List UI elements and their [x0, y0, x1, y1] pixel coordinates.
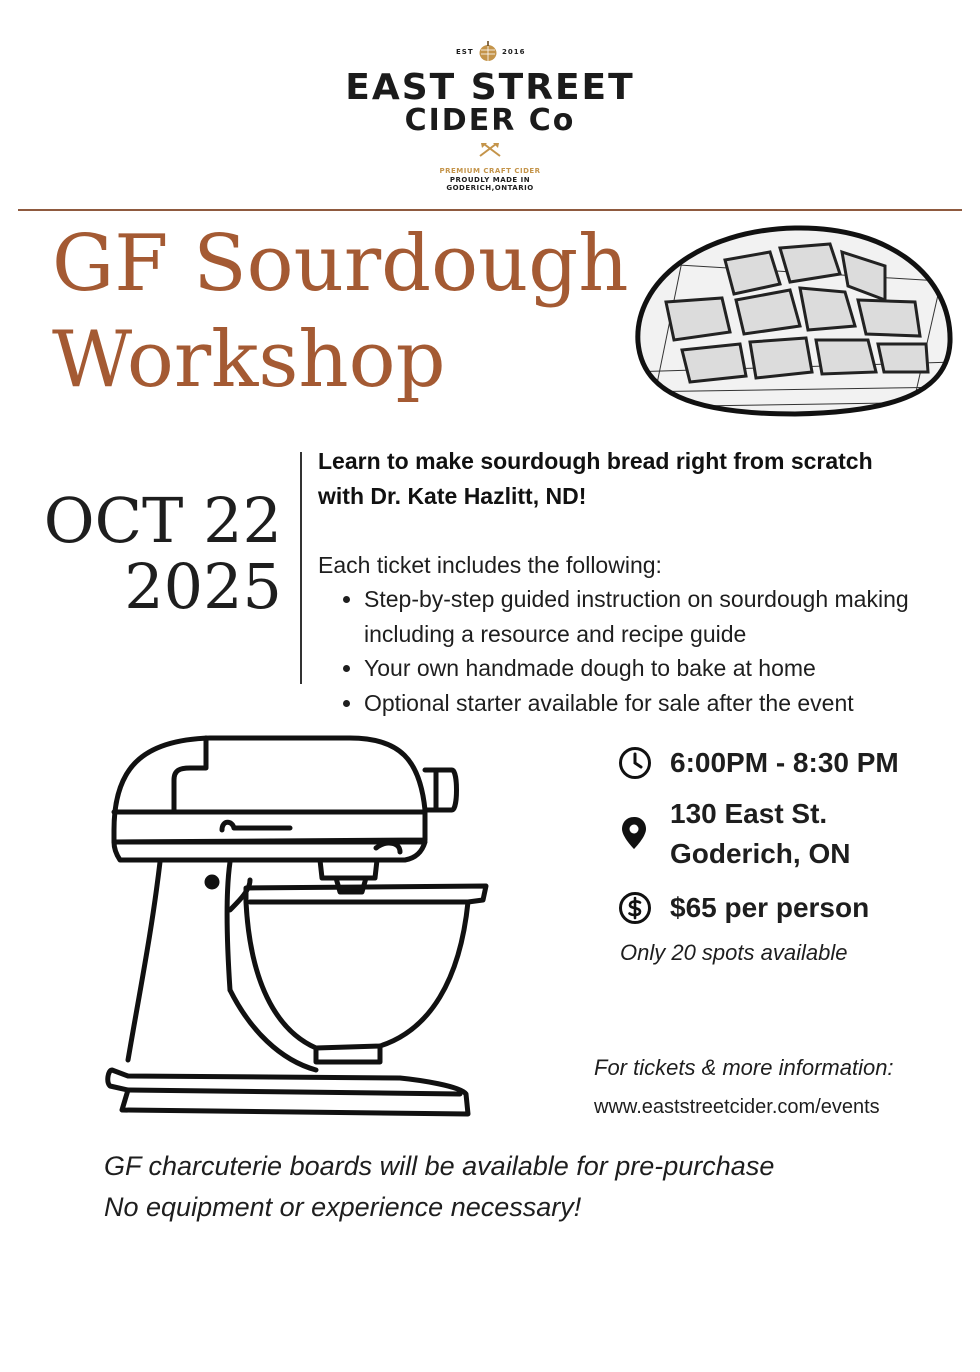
stand-mixer-illustration — [100, 730, 490, 1120]
logo-tagline-2: PROUDLY MADE IN — [449, 176, 531, 184]
logo-est: EST — [456, 48, 474, 56]
clock-icon — [618, 746, 652, 780]
intro-line-2: with Dr. Kate Hazlitt, ND! — [318, 483, 587, 509]
page-title — [52, 216, 632, 408]
spots-available: Only 20 spots available — [620, 940, 848, 965]
includes-list — [320, 582, 980, 720]
logo-wordmark-line2: CIDER Co — [404, 103, 576, 138]
intro-text — [318, 444, 958, 514]
title-line-1: GF Sourdough — [52, 219, 629, 309]
includes-heading: Each ticket includes the following: — [318, 552, 662, 578]
dollar-circle-icon — [618, 891, 652, 925]
logo-tagline-1: PREMIUM CRAFT CIDER — [439, 167, 541, 175]
list-item: • Step-by-step guided instruction on sourdough making including a resource and recipe guide — [364, 582, 980, 651]
list-item: • Optional starter available for sale after the event — [364, 686, 980, 721]
brand-logo — [330, 36, 650, 201]
tickets-url-link[interactable]: www.eaststreetcider.com/events — [594, 1096, 880, 1118]
intro-line-1: Learn to make sourdough bread right from scratch — [318, 448, 873, 474]
footer-note-1: GF charcuterie boards will be available for pre-purchase — [104, 1151, 775, 1181]
date-year: 2025 — [124, 550, 282, 623]
logo-tagline-3: GODERICH,ONTARIO — [446, 184, 534, 192]
ticket-price: $65 per person — [670, 892, 870, 923]
bread-illustration — [630, 222, 956, 418]
title-line-2: Workshop — [52, 315, 446, 405]
event-address — [670, 794, 850, 874]
footer-note-2: No equipment or experience necessary! — [104, 1192, 582, 1222]
location-pin-icon — [620, 815, 648, 851]
list-item: • Your own handmade dough to bake at home — [364, 651, 980, 686]
event-time: 6:00PM - 8:30 PM — [670, 747, 899, 778]
vertical-divider — [300, 452, 302, 684]
axes-icon — [476, 142, 504, 158]
date-month-day: OCT 22 — [43, 484, 282, 557]
address-line-2: Goderich, ON — [670, 838, 851, 869]
header-divider — [18, 209, 962, 211]
event-date — [20, 484, 282, 623]
address-line-1: 130 East St. — [670, 798, 828, 829]
logo-wordmark-line1: EAST STREET — [345, 67, 635, 108]
tickets-label: For tickets & more information: — [594, 1055, 894, 1080]
apple-icon — [478, 40, 498, 62]
logo-year: 2016 — [502, 48, 526, 56]
